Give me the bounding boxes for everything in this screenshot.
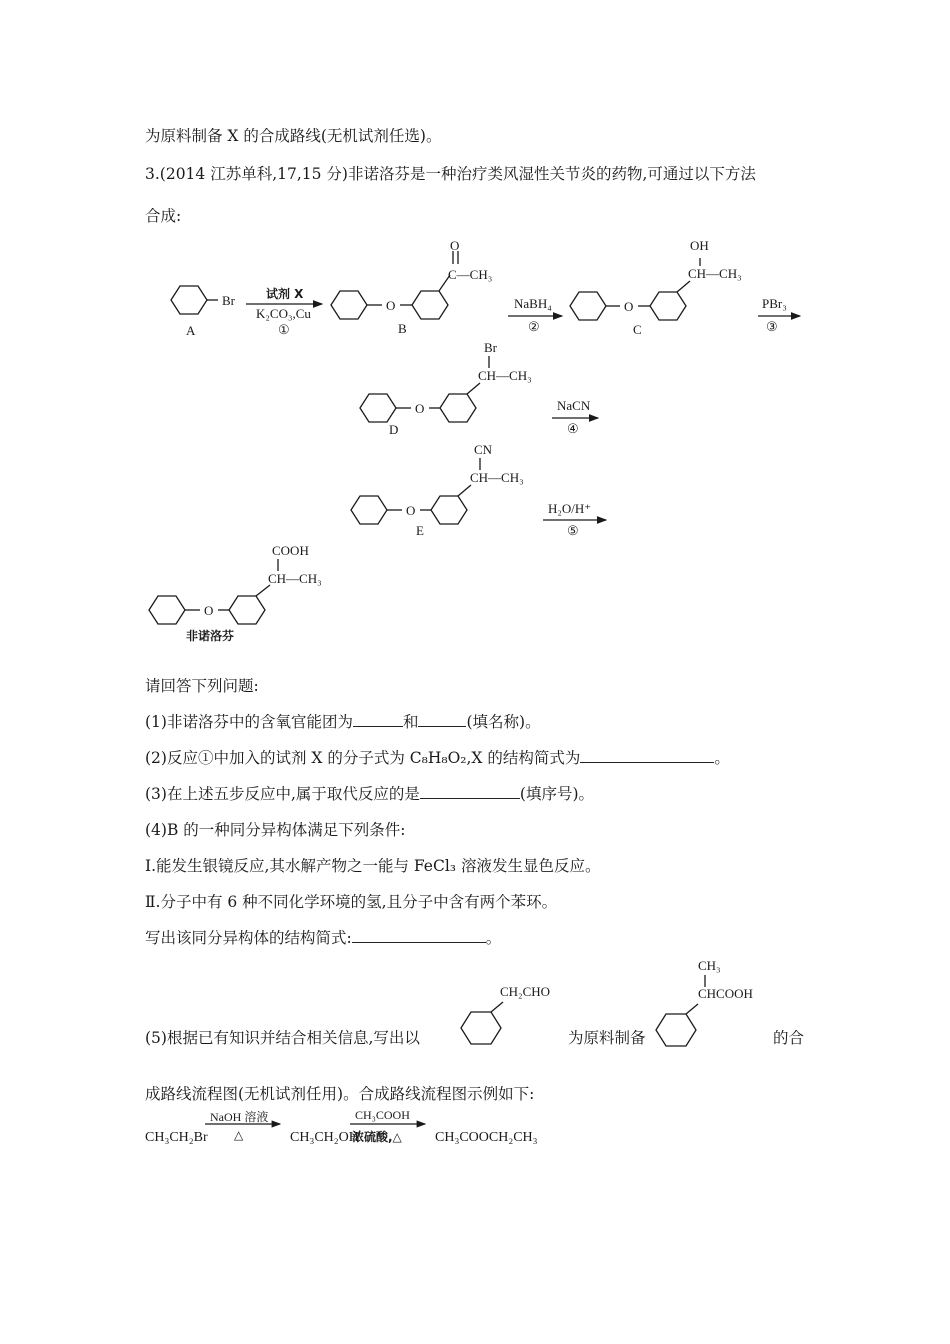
q2-text-b: 。: [714, 749, 730, 767]
label-fenoprofen: 非诺洛芬: [186, 629, 235, 643]
label-e: E: [416, 523, 424, 538]
step-3-reagent: PBr₃: [762, 296, 787, 311]
compound-d-chain: CH—CH₃: [478, 368, 532, 383]
fenoprofen-ether-o: O: [204, 603, 214, 618]
step-4-number: ④: [567, 421, 579, 436]
intro-line: 为原料制备 X 的合成路线(无机试剂任选)。: [145, 127, 442, 145]
step-1-reagent: 试剂 X: [266, 287, 304, 301]
label-d: D: [389, 422, 399, 437]
compound-d-structure: [360, 356, 489, 422]
q1-text-b: 和: [402, 713, 419, 731]
step-2-number: ②: [528, 319, 540, 334]
question-4-condition-1: Ⅰ.能发生银镜反应,其水解产物之一能与 FeCl₃ 溶液发生显色反应。: [145, 857, 601, 875]
compound-b-ether-o: O: [386, 298, 396, 313]
compound-e-structure: [351, 458, 480, 524]
step-5-number: ⑤: [567, 523, 579, 538]
fenoprofen-cooh: COOH: [272, 543, 309, 558]
flow-arrow-1-condition: △: [234, 1128, 244, 1142]
q3-text-a: (3)在上述五步反应中,属于取代反应的是: [145, 785, 420, 803]
q1-answer-blank-1[interactable]: [353, 712, 403, 727]
step-3-number: ③: [766, 319, 778, 334]
synthesis-scheme: [0, 0, 950, 660]
target-methyl: CH₃: [698, 958, 721, 973]
compound-a-br: Br: [222, 293, 235, 308]
fenoprofen-structure: [149, 559, 278, 624]
compound-b-carbonyl-o: O: [450, 238, 460, 253]
compound-d-ether-o: O: [415, 401, 425, 416]
question-4-condition-2: Ⅱ.分子中有 6 种不同化学环境的氢,且分子中含有两个苯环。: [145, 893, 558, 911]
compound-c-ether-o: O: [624, 299, 634, 314]
compound-e-cn: CN: [474, 442, 493, 457]
flow-arrow-2-condition: 浓硫酸,△: [352, 1130, 402, 1144]
flow-arrow-2-reagent: CH₃COOH: [355, 1108, 410, 1122]
question-5-text-a: (5)根据已有知识并结合相关信息,写出以: [145, 1029, 420, 1047]
question-4: (4)B 的一种同分异构体满足下列条件:: [145, 821, 406, 839]
q4-text-a: 写出该同分异构体的结构简式:: [145, 929, 352, 947]
fenoprofen-chain: CH—CH₃: [268, 571, 322, 586]
starting-material-substituent: CH₂CHO: [500, 984, 551, 999]
prompt-line: 请回答下列问题:: [145, 677, 259, 695]
q1-text-a: (1)非诺洛芬中的含氧官能团为: [145, 713, 353, 731]
compound-c-chain: CH—CH₃: [688, 266, 742, 281]
compound-e-ether-o: O: [406, 503, 416, 518]
target-substituent: CHCOOH: [698, 986, 753, 1001]
q4-answer-blank[interactable]: [352, 928, 486, 943]
compound-d-br: Br: [484, 340, 497, 355]
flow-arrow-1-reagent: NaOH 溶液: [210, 1110, 269, 1124]
step-5-reagent: H₂O/H⁺: [548, 501, 592, 516]
step-4-reagent: NaCN: [557, 398, 591, 413]
question-2: [145, 746, 730, 768]
compound-c-oh: OH: [690, 238, 709, 253]
q3-text-b: (填序号)。: [519, 785, 594, 803]
step-1-conditions: K₂CO₃,Cu: [256, 306, 311, 321]
label-b: B: [398, 321, 407, 336]
question-3-title: 3.(2014 江苏单科,17,15 分)非诺洛芬是一种治疗类风湿性关节炎的药物,可通过以下方法: [145, 165, 756, 183]
q2-answer-blank[interactable]: [580, 748, 714, 763]
compound-a-structure: [171, 286, 218, 314]
question-4-write: [145, 926, 501, 948]
flow-ethyl-bromide: CH₃CH₂Br: [145, 1130, 208, 1145]
question-5-text-b: 为原料制备: [568, 1029, 646, 1047]
compound-c-structure: [570, 258, 700, 320]
label-c: C: [633, 322, 642, 337]
question-5-text-c: 的合: [773, 1029, 805, 1047]
question-5-structures: [0, 950, 950, 1060]
q2-text-a: (2)反应①中加入的试剂 X 的分子式为 C₈H₈O₂,X 的结构简式为: [145, 749, 581, 767]
flow-ethyl-acetate: CH₃COOCH₂CH₃: [435, 1130, 538, 1145]
step-1-number: ①: [278, 322, 290, 337]
question-1: [145, 710, 541, 732]
flow-ethanol: CH₃CH₂OH: [290, 1130, 359, 1145]
starting-material-structure: [461, 1002, 503, 1044]
q1-answer-blank-2[interactable]: [418, 712, 466, 727]
compound-b-acetyl: C—CH₃: [448, 267, 493, 282]
compound-e-chain: CH—CH₃: [470, 470, 524, 485]
label-a: A: [186, 323, 196, 338]
question-3: [145, 782, 594, 804]
q1-text-c: (填名称)。: [466, 713, 541, 731]
step-2-reagent: NaBH₄: [514, 296, 552, 311]
question-3-title-cont: 合成:: [145, 207, 182, 225]
q3-answer-blank[interactable]: [420, 784, 520, 799]
q4-text-b: 。: [485, 929, 502, 947]
question-5-line-2: 成路线流程图(无机试剂任用)。合成路线流程图示例如下:: [145, 1085, 535, 1103]
